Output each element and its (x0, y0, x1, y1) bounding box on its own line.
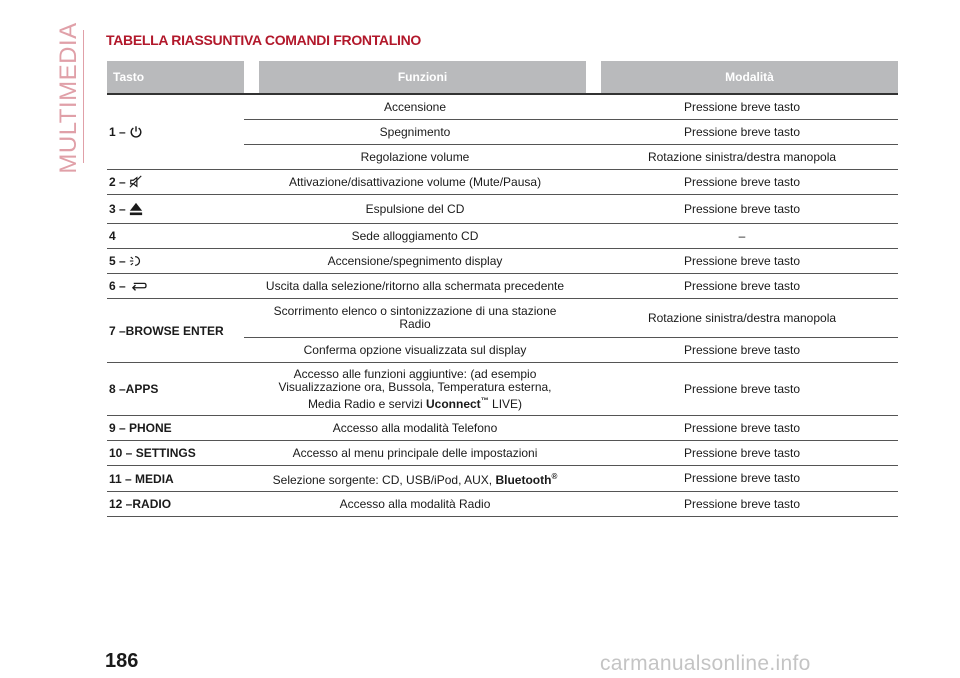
key-cell (107, 170, 244, 194)
table-row-7 (107, 299, 898, 363)
key-cell (107, 95, 244, 169)
function-cell (244, 466, 586, 491)
function-cell: Uscita dalla selezione/ritorno alla schermata precedente (265, 278, 565, 293)
function-cell: Regolazione volume (360, 149, 470, 164)
trademark-mark: ™ (480, 395, 489, 405)
mode-cell: Pressione breve tasto (683, 278, 801, 293)
mode-cell: Pressione breve tasto (683, 420, 801, 435)
function-cell: Spegnimento (379, 124, 451, 139)
function-cell: Espulsione del CD (365, 201, 465, 216)
key-cell (107, 416, 244, 440)
back-arrow-icon (129, 279, 149, 293)
table-row-8 (107, 363, 898, 416)
table-row-12 (107, 492, 898, 517)
function-cell: Accesso al menu principale delle impostazioni (292, 445, 538, 460)
page-number: 186 (105, 650, 139, 672)
mode-cell: Pressione breve tasto (683, 381, 801, 396)
function-cell (244, 299, 586, 337)
uconnect-brand (426, 397, 489, 411)
key-cell (107, 195, 244, 223)
header-functions: Funzioni (259, 61, 586, 93)
table-row-3 (107, 195, 898, 224)
table-subrow (244, 120, 898, 145)
key-cell (107, 466, 244, 491)
function-cell: Attivazione/disattivazione volume (Mute/Pausa) (288, 174, 542, 189)
table-row-6 (107, 274, 898, 299)
watermark: carmanualsonline.info (600, 652, 811, 675)
side-label-text: MULTIMEDIA (55, 21, 82, 174)
key-label: 6 – (109, 279, 126, 293)
mode-cell: Pressione breve tasto (683, 445, 801, 460)
key-cell (107, 441, 244, 465)
table-row-10 (107, 441, 898, 466)
brand-name: Uconnect (426, 396, 481, 411)
function-cell: Accesso alla modalità Telefono (332, 420, 498, 435)
header-mode: Modalità (601, 61, 898, 93)
registered-mark: ® (551, 472, 558, 481)
row-1-entries (244, 95, 898, 169)
key-cell (107, 249, 244, 273)
function-line: LIVE) (492, 396, 523, 411)
bluetooth-brand (495, 473, 557, 487)
function-text: Selezione sorgente: CD, USB/iPod, AUX, (272, 473, 493, 487)
section-title: TABELLA RIASSUNTIVA COMANDI FRONTALINO (106, 32, 421, 48)
mode-cell: Pressione breve tasto (683, 253, 801, 268)
table-subrow (244, 338, 898, 362)
function-cell: Accensione/spegnimento display (327, 253, 503, 268)
mode-cell: Pressione breve tasto (683, 174, 801, 189)
key-cell (107, 274, 244, 298)
section-side-label (52, 21, 86, 174)
key-cell (107, 363, 244, 415)
function-line: Media Radio e servizi (307, 396, 423, 411)
key-label: 9 – PHONE (109, 421, 172, 435)
table-subrow (244, 95, 898, 120)
table-row-5 (107, 249, 898, 274)
function-cell (244, 363, 586, 415)
brand-name: Bluetooth (495, 473, 552, 487)
controls-table (107, 61, 898, 517)
mode-cell: – (738, 228, 746, 243)
mode-cell: Rotazione sinistra/destra manopola (647, 310, 837, 325)
table-row-9 (107, 416, 898, 441)
function-cell: Accensione (383, 99, 447, 114)
function-cell: Accesso alla modalità Radio (339, 496, 491, 511)
table-subrow (244, 145, 898, 169)
key-label: 3 – (109, 202, 126, 216)
key-cell (107, 224, 244, 248)
key-label: 2 – (109, 175, 126, 189)
side-divider (83, 30, 84, 163)
mode-cell: Pressione breve tasto (683, 99, 801, 114)
function-line: Scorrimento elenco o sintonizzazione di una stazione (273, 304, 557, 318)
key-label: 10 – SETTINGS (109, 446, 196, 460)
table-header (107, 61, 898, 93)
power-icon (129, 125, 143, 139)
key-label: 1 – (109, 125, 126, 139)
key-label: 12 –RADIO (109, 497, 172, 511)
table-row-1 (107, 95, 898, 170)
key-cell (107, 299, 244, 362)
function-line: Accesso alle funzioni aggiuntive: (ad esempio (293, 366, 537, 381)
function-cell: Sede alloggiamento CD (351, 228, 479, 243)
eject-icon (129, 202, 143, 216)
table-row-2 (107, 170, 898, 195)
function-line: Visualizzazione ora, Bussola, Temperatura esterna, (278, 379, 552, 394)
mode-cell: Pressione breve tasto (683, 471, 801, 485)
key-label: 5 – (109, 254, 126, 268)
table-row-4 (107, 224, 898, 249)
function-line: Radio (399, 317, 431, 331)
row-7-entries (244, 299, 898, 362)
mute-icon (129, 175, 143, 189)
mode-cell: Pressione breve tasto (683, 496, 801, 511)
header-key: Tasto (107, 61, 244, 93)
key-label: 4 (109, 229, 116, 243)
key-label: 7 –BROWSE ENTER (109, 323, 224, 338)
key-label: 8 –APPS (109, 382, 159, 396)
mode-cell: Pressione breve tasto (683, 201, 801, 216)
function-cell: Conferma opzione visualizzata sul display (303, 342, 527, 357)
mode-cell: Pressione breve tasto (683, 342, 801, 357)
mode-cell: Pressione breve tasto (683, 124, 801, 139)
table-row-11 (107, 466, 898, 492)
mode-cell: Rotazione sinistra/destra manopola (647, 149, 837, 164)
key-cell (107, 492, 244, 516)
key-label: 11 – MEDIA (109, 471, 174, 486)
display-brightness-icon (129, 254, 143, 268)
table-subrow (244, 299, 898, 338)
